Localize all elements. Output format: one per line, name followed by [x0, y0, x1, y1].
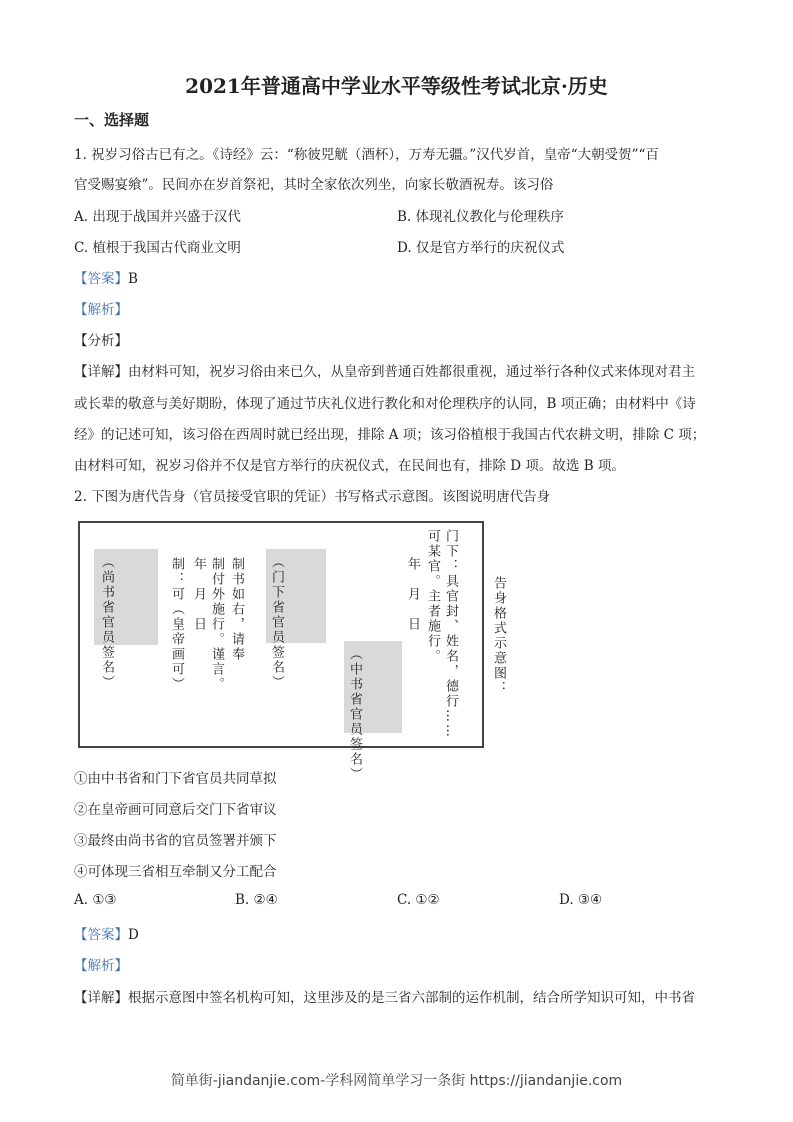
q2-answer-value: D — [128, 927, 139, 943]
col-date-2: 年 月 日 — [405, 557, 420, 632]
q1-answer-tag: 【答案】 — [74, 271, 128, 287]
q1-answer-value: B — [128, 271, 138, 287]
section-heading: 一、选择题 — [74, 111, 150, 129]
q2-option-b: B. ②④ — [235, 892, 278, 908]
q2-option-d: D. ③④ — [559, 892, 603, 908]
shangshu-signature-box — [94, 549, 158, 690]
q2-stem: 2. 下图为唐代告身（官员接受官职的凭证）书写格式示意图。该图说明唐代告身 — [74, 489, 551, 505]
q1-detail-line4: 由材料可知，祝岁习俗并不仅是官方举行的庆祝仪式，在民间也有，排除 D 项。故选 B 项。 — [74, 458, 625, 474]
menxia-signature-label: （门下省官员签名） — [269, 555, 284, 690]
q1-fenxi: 【分析】 — [74, 333, 128, 349]
q2-option-c: C. ①② — [397, 892, 440, 908]
shangshu-signature-label: （尚书省官员签名） — [99, 555, 114, 690]
zhongshu-signature-label: （中书省官员签名） — [347, 647, 362, 782]
q2-option-a: A. ①③ — [74, 892, 117, 908]
menxia-signature-box — [266, 549, 326, 690]
q2-detail-line1: 【详解】根据示意图中签名机构可知，这里涉及的是三省六部制的运作机制，结合所学知识可知，中书省 — [74, 990, 695, 1006]
col-main-2: 可某官。主者施行。 — [425, 529, 440, 664]
col-main-1: 门下：具官封、姓名，德行…… — [443, 529, 458, 739]
q1-stem-line1: 1. 祝岁习俗古已有之。《诗经》云：“称彼兕觥（酒杯），万寿无疆。”汉代岁首，皇帝“大朝受贺”“百 — [74, 147, 659, 163]
q2-item-1: ①由中书省和门下省官员共同草拟 — [74, 771, 277, 787]
q1-option-d: D. 仅是官方举行的庆祝仪式 — [397, 240, 565, 256]
col-zhishu-2: 制付外施行。谨言。 — [209, 557, 224, 692]
q1-detail-line1: 【详解】由材料可知，祝岁习俗由来已久，从皇帝到普通百姓都很重视，通过举行各种仪式来体现对君主 — [74, 364, 695, 380]
zhongshu-signature-box — [344, 641, 402, 782]
col-zhishu-1: 制书如右，请奉 — [229, 557, 244, 662]
col-zhi-ke: 制：可（皇帝画可） — [169, 557, 184, 692]
q1-option-a: A. 出现于战国并兴盛于汉代 — [74, 209, 241, 225]
col-date-1: 年 月 日 — [191, 557, 206, 632]
page-title: 2021年普通高中学业水平等级性考试北京·历史 — [185, 74, 608, 98]
q1-option-b: B. 体现礼仪教化与伦理秩序 — [397, 209, 565, 225]
figure-caption: 告身格式示意图： — [491, 576, 506, 696]
q2-item-3: ③最终由尚书省的官员签署并颁下 — [74, 833, 277, 849]
q1-analysis-tag: 【解析】 — [74, 302, 128, 318]
q2-item-4: ④可体现三省相互牵制又分工配合 — [74, 864, 277, 880]
q1-detail-line2: 或长辈的敬意与美好期盼，体现了通过节庆礼仪进行教化和对伦理秩序的认同，B 项正确；由材料中《诗 — [74, 396, 696, 412]
q2-answer — [74, 923, 139, 943]
q1-detail-line3: 经》的记述可知，该习俗在西周时就已经出现，排除 A 项；该习俗植根于我国古代农耕文明，排除 C 项； — [74, 427, 706, 443]
q1-stem-line2: 官受赐宴飨”。民间亦在岁首祭祀，其时全家依次列坐，向家长敬酒祝寿。该习俗 — [74, 177, 554, 193]
q2-answer-tag: 【答案】 — [74, 927, 128, 943]
page-footer: 简单街-jiandanjie.com-学科网简单学习一条街 https://jiandanjie.com — [170, 1073, 623, 1089]
q2-item-2: ②在皇帝画可同意后交门下省审议 — [74, 802, 277, 818]
q2-analysis-tag: 【解析】 — [74, 958, 128, 974]
q1-answer — [74, 267, 138, 287]
q1-option-c: C. 植根于我国古代商业文明 — [74, 240, 241, 256]
